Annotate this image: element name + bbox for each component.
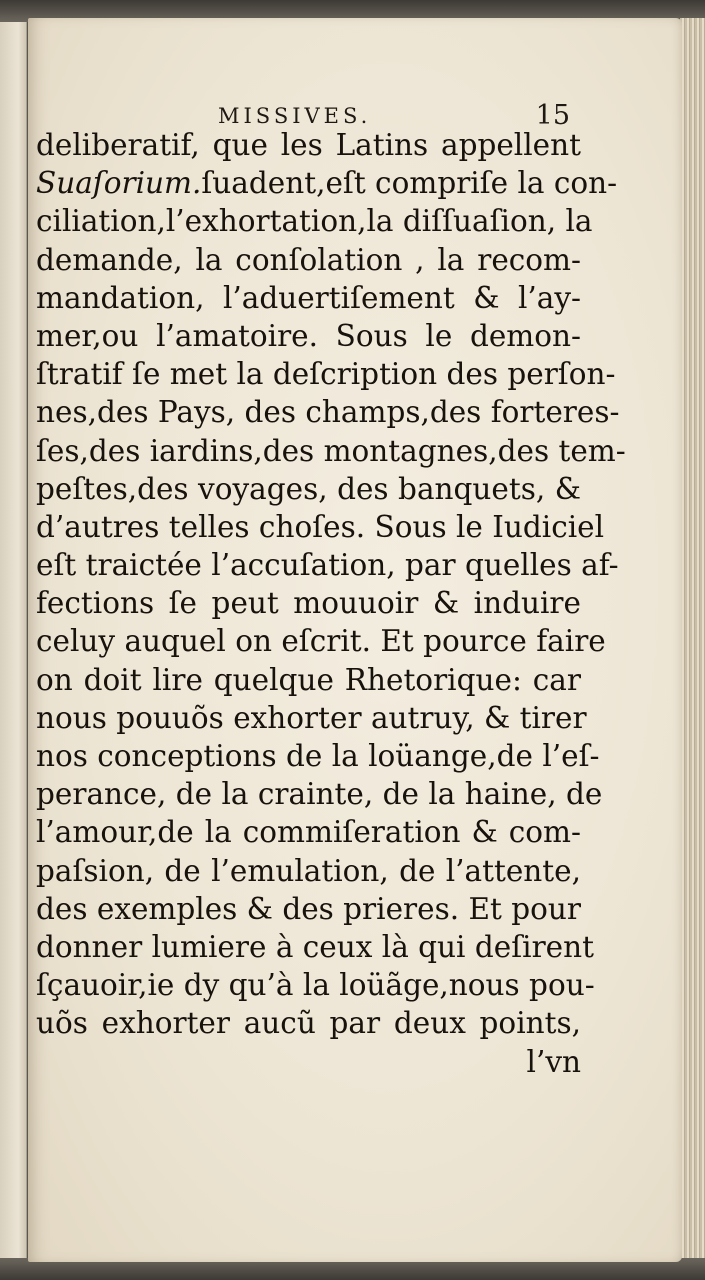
text-line: nes,des Pays, des champs,des forteres-	[36, 395, 620, 430]
text-line: ſçauoir,ie dy qu’à la loüãge,nous pou-	[36, 968, 595, 1003]
text-line: perance, de la crainte, de la haine, de	[36, 777, 603, 812]
running-head: MISSIVES.	[218, 104, 372, 128]
text-line: peſtes,des voyages, des banquets, &	[36, 471, 581, 506]
body-text	[36, 126, 626, 1081]
text-line: donner lumiere à ceux là qui deſirent	[36, 929, 594, 964]
text-line: deliberatif, que les Latins appellent	[36, 128, 581, 162]
page-stack-edge	[680, 18, 705, 1263]
page-number: 15	[535, 100, 570, 131]
text-line: ſtratif ſe met la deſcription des perſon-	[36, 357, 616, 392]
text-line: eſt traictée l’accuſation, par quelles af-	[36, 548, 619, 583]
text-line: l’amour,de la commiſeration & com-	[36, 815, 581, 850]
text-line: celuy auquel on eſcrit. Et pource faire	[36, 624, 606, 659]
text-line: mer,ou l’amatoire. Sous le demon-	[36, 318, 581, 353]
italic-term: Suaſorium.	[36, 166, 202, 201]
text-line	[36, 164, 618, 202]
facing-page-edge	[0, 22, 27, 1262]
text-line: paſsion, de l’emulation, de l’attente,	[36, 853, 581, 888]
text-line: nous pouuõs exhorter autruy, & tirer	[36, 700, 587, 735]
text-line: mandation, l’aduertiſement & l’ay-	[36, 280, 581, 315]
text-line: ſes,des iardins,des montagnes,des tem-	[36, 433, 626, 468]
text-line: ciliation,l’exhortation,la diſſuaſion, la	[36, 204, 593, 239]
text-line: d’autres telles choſes. Sous le Iudiciel	[36, 509, 605, 544]
text-line: fections ſe peut mouuoir & induire	[36, 586, 581, 621]
text-line: nos conceptions de la loüange,de l’eſ-	[36, 739, 600, 773]
text-fragment: ſuadent,eſt compriſe la con-	[201, 166, 618, 201]
catchword: l’vn	[526, 1044, 581, 1079]
text-line: on doit lire quelque Rhetorique: car	[36, 662, 581, 697]
text-line: demande, la conſolation , la recom-	[36, 242, 581, 277]
text-line: des exemples & des prieres. Et pour	[36, 891, 582, 926]
text-line: uõs exhorter aucũ par deux points,	[36, 1006, 581, 1041]
